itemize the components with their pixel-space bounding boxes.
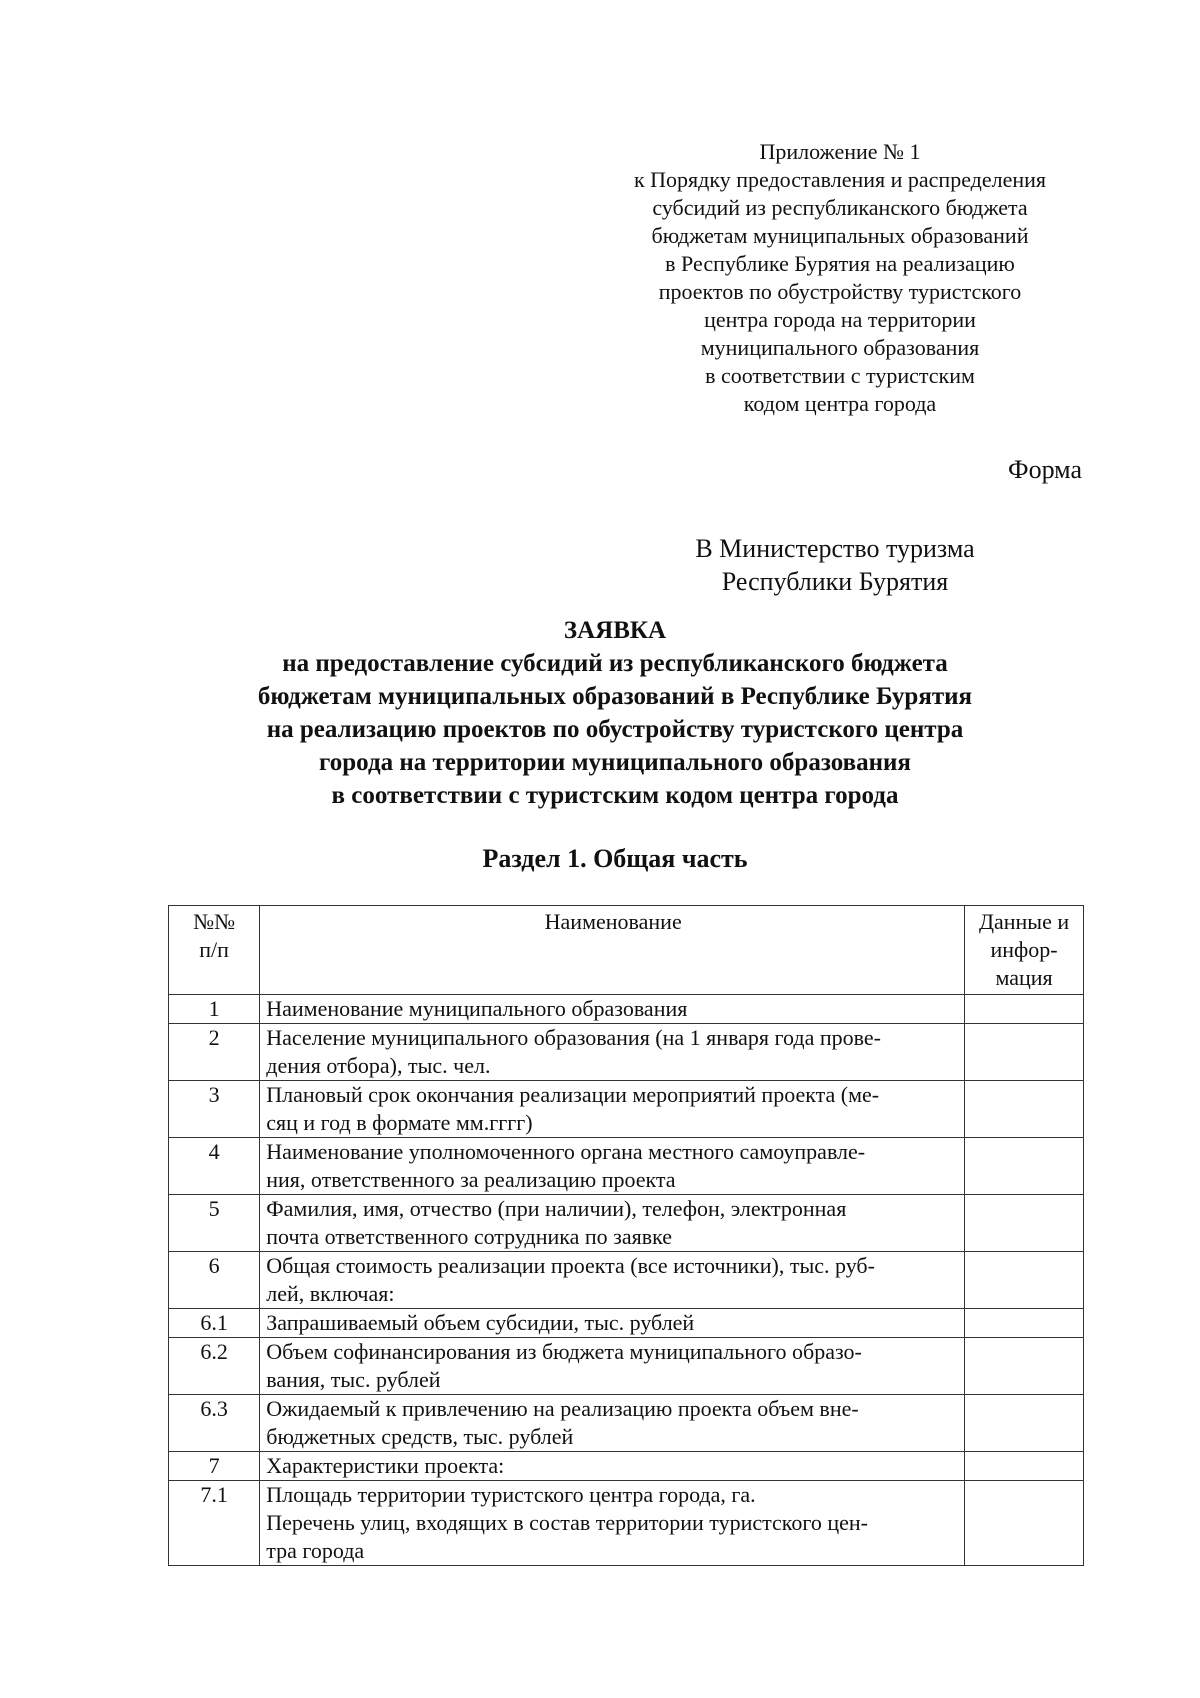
row-name [260, 1452, 965, 1481]
row-num: 6.2 [169, 1338, 260, 1395]
row-num: 4 [169, 1138, 260, 1195]
row-name-line: Плановый срок окончания реализации мероприятий проекта (ме- [266, 1082, 880, 1107]
row-data-cell[interactable] [965, 1024, 1084, 1081]
row-data-cell[interactable] [965, 995, 1084, 1024]
row-data-cell[interactable] [965, 1338, 1084, 1395]
form-label: Форма [1008, 455, 1082, 484]
row-name-line: почта ответственного сотрудника по заявке [266, 1224, 673, 1249]
row-name [260, 1252, 965, 1309]
addressee-line: В Министерство туризма [695, 534, 975, 563]
appendix-line: субсидий из республиканского бюджета [652, 195, 1028, 220]
row-name-line: Фамилия, имя, отчество (при наличии), телефон, электронная [266, 1196, 847, 1221]
title-line: на реализацию проектов по обустройству туристского центра [266, 716, 964, 743]
table-row [169, 1195, 1084, 1252]
row-name [260, 1338, 965, 1395]
appendix-line: центра города на территории [704, 307, 976, 332]
row-name [260, 1395, 965, 1452]
header-num-line: п/п [199, 937, 229, 962]
row-name-line: Площадь территории туристского центра города, га. [266, 1482, 756, 1507]
row-num: 2 [169, 1024, 260, 1081]
row-name-line: ния, ответственного за реализацию проекта [266, 1167, 676, 1192]
row-num: 6.3 [169, 1395, 260, 1452]
row-name-line: Объем софинансирования из бюджета муниципального образо- [266, 1339, 862, 1364]
application-table [168, 905, 1084, 1566]
row-name-line: Население муниципального образования (на 1 января года прове- [266, 1025, 881, 1050]
table-row [169, 1138, 1084, 1195]
header-data-line: инфор- [990, 937, 1058, 962]
row-name-line: сяц и год в формате мм.гггг) [266, 1110, 533, 1135]
title-line: бюджетам муниципальных образований в Республике Бурятия [257, 683, 973, 710]
appendix-line: кодом центра города [743, 391, 937, 416]
row-data-cell[interactable] [965, 1252, 1084, 1309]
table-row [169, 1252, 1084, 1309]
table-row [169, 1309, 1084, 1338]
appendix-line: проектов по обустройству туристского [658, 279, 1022, 304]
row-num: 6.1 [169, 1309, 260, 1338]
appendix-line: бюджетам муниципальных образований [651, 223, 1029, 248]
header-data-line: мация [995, 965, 1053, 990]
row-data-cell[interactable] [965, 1138, 1084, 1195]
row-name-line: Наименование муниципального образования [266, 996, 688, 1021]
row-num: 7.1 [169, 1481, 260, 1566]
row-num: 7 [169, 1452, 260, 1481]
header-data-line: Данные и [978, 909, 1070, 934]
row-data-cell[interactable] [965, 1195, 1084, 1252]
row-num: 1 [169, 995, 260, 1024]
row-name-line: тра города [266, 1538, 365, 1563]
row-name-line: Характеристики проекта: [266, 1453, 505, 1478]
row-data-cell[interactable] [965, 1395, 1084, 1452]
row-name-line: вания, тыс. рублей [266, 1367, 441, 1392]
title-line: в соответствии с туристским кодом центра города [331, 782, 899, 809]
row-data-cell[interactable] [965, 1081, 1084, 1138]
table-row [169, 1081, 1084, 1138]
addressee-line: Республики Бурятия [721, 567, 949, 596]
addressee-block [640, 532, 1030, 598]
appendix-line: в Республике Бурятия на реализацию [665, 251, 1015, 276]
row-name-line: Общая стоимость реализации проекта (все источники), тыс. руб- [266, 1253, 875, 1278]
header-name-line: Наименование [544, 909, 682, 934]
table-row [169, 1452, 1084, 1481]
row-name-line: дения отбора), тыс. чел. [266, 1053, 491, 1078]
appendix-line: Приложение № 1 [759, 139, 921, 164]
header-data [965, 906, 1084, 995]
row-name-line: Наименование уполномоченного органа местного самоуправле- [266, 1139, 866, 1164]
row-data-cell[interactable] [965, 1452, 1084, 1481]
table-row [169, 995, 1084, 1024]
table-row [169, 1481, 1084, 1566]
row-name [260, 1309, 965, 1338]
table-row [169, 1024, 1084, 1081]
table-row [169, 1395, 1084, 1452]
row-name [260, 1024, 965, 1081]
appendix-header [610, 138, 1070, 418]
row-name-line: Запрашиваемый объем субсидии, тыс. рублей [266, 1310, 695, 1335]
row-name-line: бюджетных средств, тыс. рублей [266, 1424, 574, 1449]
title-line: ЗАЯВКА [563, 617, 667, 644]
row-name-line: лей, включая: [266, 1281, 395, 1306]
header-num [169, 906, 260, 995]
appendix-line: к Порядку предоставления и распределения [633, 167, 1047, 192]
title-line: на предоставление субсидий из республиканского бюджета [282, 650, 948, 677]
row-num: 6 [169, 1252, 260, 1309]
row-num: 5 [169, 1195, 260, 1252]
title-line: города на территории муниципального образования [319, 749, 911, 776]
table-header-row [169, 906, 1084, 995]
table-row [169, 1338, 1084, 1395]
document-title [150, 614, 1080, 812]
appendix-line: в соответствии с туристским [705, 363, 975, 388]
row-name-line: Ожидаемый к привлечению на реализацию проекта объем вне- [266, 1396, 859, 1421]
section-title: Раздел 1. Общая часть [482, 844, 748, 873]
row-name [260, 1195, 965, 1252]
header-num-line: №№ [193, 909, 236, 934]
header-name [260, 906, 965, 995]
appendix-line: муниципального образования [700, 335, 980, 360]
row-name [260, 1081, 965, 1138]
row-data-cell[interactable] [965, 1481, 1084, 1566]
row-name-line: Перечень улиц, входящих в состав территории туристского цен- [266, 1510, 868, 1535]
row-name [260, 1138, 965, 1195]
row-data-cell[interactable] [965, 1309, 1084, 1338]
row-name [260, 995, 965, 1024]
row-num: 3 [169, 1081, 260, 1138]
row-name [260, 1481, 965, 1566]
